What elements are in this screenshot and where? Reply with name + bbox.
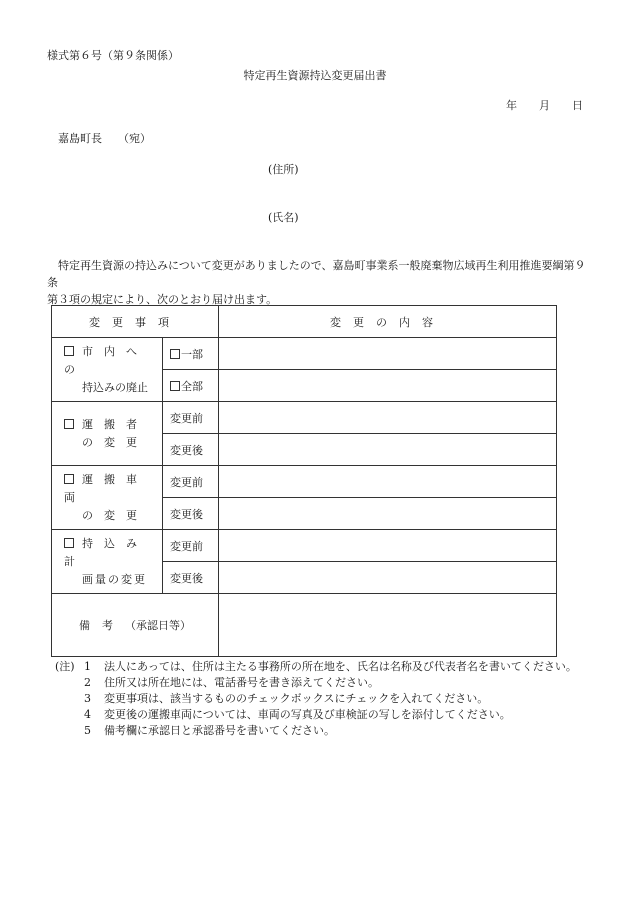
date-line [506,97,583,113]
note-text: 法人にあっては、住所は主たる事務所の所在地を、氏名は名称及び代表者名を書いてください。 [104,660,577,673]
note-text: 変更後の運搬車両については、車両の写真及び車検証の写しを添付してください。 [104,708,511,721]
checkbox[interactable] [64,419,74,429]
document-title: 特定再生資源持込変更届出書 [243,69,387,82]
sub-label-cell: 変更前 [163,402,219,434]
name-label: (氏名) [268,211,299,224]
sub-partial[interactable] [163,338,219,370]
notes [55,659,577,739]
content-cell[interactable] [219,338,557,370]
content-cell[interactable] [219,498,557,530]
checkbox[interactable] [170,349,180,359]
remarks-sub-label: （承認日等） [125,619,191,632]
date-day: 日 [572,99,583,112]
date-month: 月 [539,99,550,112]
remarks-label: 備考 [79,619,125,632]
address-label: (住所) [268,163,299,176]
sub-label: 一部 [181,347,203,361]
category-vehicle[interactable] [52,466,163,530]
remarks-content[interactable] [219,594,557,657]
content-cell[interactable] [219,370,557,402]
category-line2: 持込みの廃止 [82,380,148,394]
category-line1: 運搬車両 [64,472,148,504]
sub-label-cell: 変更後 [163,562,219,594]
category-transporter[interactable] [52,402,163,466]
category-line1: 持込み計 [64,536,148,568]
sub-all[interactable] [163,370,219,402]
category-line2: の変更 [82,508,148,522]
sub-label-cell: 変更後 [163,434,219,466]
change-table [51,305,557,657]
content-cell[interactable] [219,466,557,498]
note-text: 住所又は所在地には、電話番号を書き添えてください。 [104,676,379,689]
category-line1: 運搬者 [82,417,148,431]
date-year: 年 [506,99,517,112]
sub-label: 全部 [181,379,203,393]
category-planned-amount[interactable] [52,530,163,594]
category-line2: の変更 [82,435,148,449]
notes-label: (注) [55,660,75,673]
sub-label-cell: 変更前 [163,530,219,562]
body-text [47,257,587,308]
category-line1: 市内への [64,344,148,376]
sub-label-cell: 変更後 [163,498,219,530]
sub-label-cell: 変更前 [163,466,219,498]
content-cell[interactable] [219,434,557,466]
category-discontinue[interactable] [52,338,163,402]
header-change-item: 変更事項 [52,306,219,338]
form-number: 様式第６号（第９条関係） [47,49,179,62]
content-cell[interactable] [219,562,557,594]
note-number: 2 [84,676,91,689]
body-line-2: 第３項の規定により、次のとおり届け出ます。 [47,293,278,306]
checkbox[interactable] [64,346,74,356]
note-number: 5 [84,724,91,737]
note-number: 3 [84,692,91,705]
addressee-suffix: （宛） [118,132,151,145]
note-text: 備考欄に承認日と承認番号を書いてください。 [104,724,335,737]
body-line-1: 特定再生資源の持込みについて変更がありましたので、嘉島町事業系一般廃棄物広域再生利用推進要綱第９条 [47,259,586,289]
checkbox[interactable] [64,474,74,484]
note-text: 変更事項は、該当するもののチェックボックスにチェックを入れてください。 [104,692,489,705]
content-cell[interactable] [219,530,557,562]
note-number: 1 [84,660,91,673]
remarks-label-cell [52,594,219,657]
note-number: 4 [84,708,91,721]
content-cell[interactable] [219,402,557,434]
checkbox[interactable] [64,538,74,548]
addressee-name: 嘉島町長 [58,132,102,145]
header-change-content: 変更の内容 [219,306,557,338]
checkbox[interactable] [170,381,180,391]
category-line2: 画量の変更 [82,572,147,586]
addressee [58,130,151,146]
